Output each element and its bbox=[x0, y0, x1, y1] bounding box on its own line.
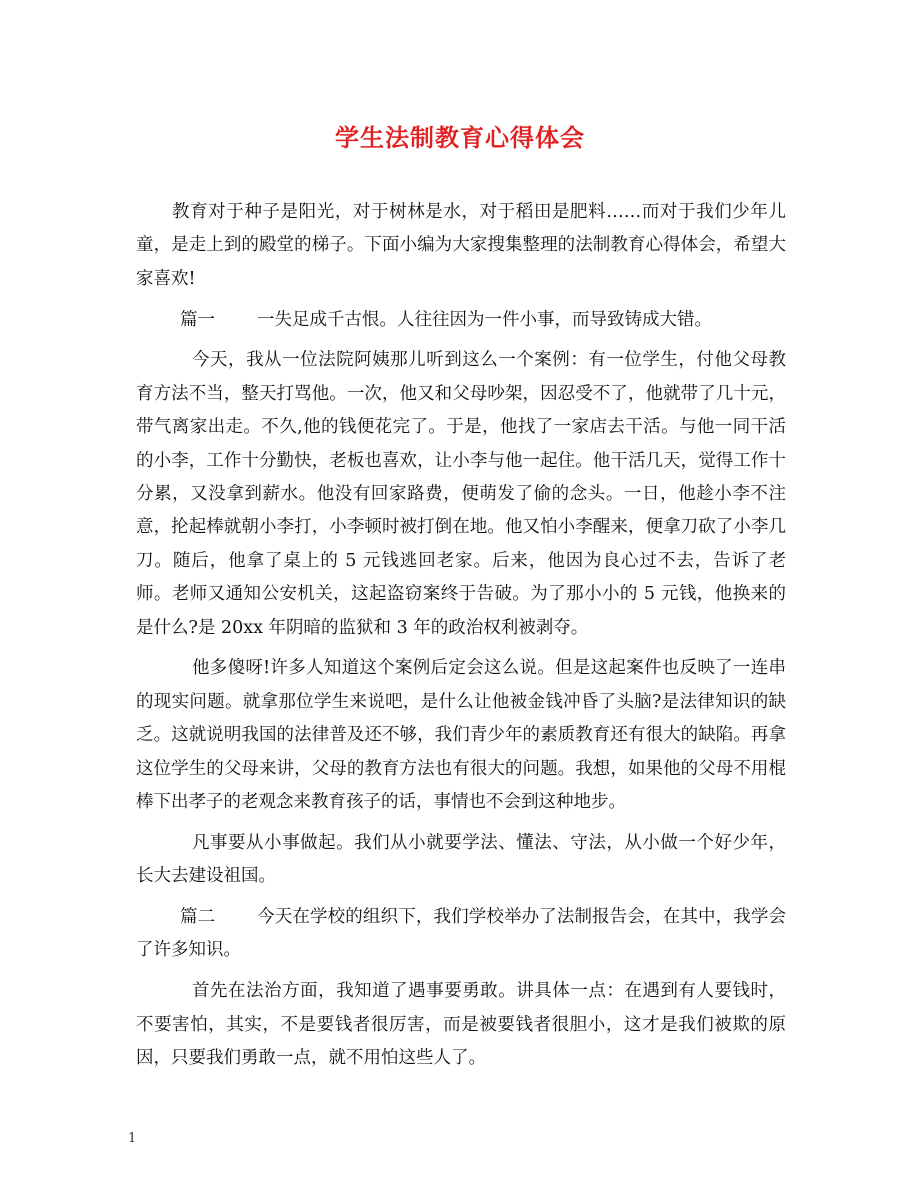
section2-heading: 今天在学校的组织下，我们学校举办了法制报告会，在其中，我学会了许多知识。 bbox=[136, 907, 786, 961]
section2-label: 篇二 bbox=[180, 907, 215, 928]
page-number: 1 bbox=[128, 1131, 137, 1146]
section1-paragraph-3: 凡事要从小事做起。我们从小就要学法、懂法、守法，从小做一个好少年，长大去建设祖国。 bbox=[136, 832, 786, 887]
section1-paragraph-2: 他多傻呀!许多人知道这个案例后定会这么说。但是这起案件也反映了一连串的现实问题。就拿那位学生来说吧，是什么让他被金钱冲昏了头脑?是法律知识的缺乏。这就说明我国的法律普及还不够，我们青少年的素质教育还有很大的缺陷。再拿这位学生的父母来讲，父母的教育方法也有很大的问题。我想，如果他的父母不用棍棒下出孝子的老观念来教育孩子的话，事情也不会到这种地步。 bbox=[136, 658, 786, 813]
document-body bbox=[136, 196, 786, 1083]
document-title: 学生法制教育心得体会 bbox=[335, 123, 585, 152]
section2-paragraph-1: 首先在法治方面，我知道了遇事要勇敢。讲具体一点：在遇到有人要钱时，不要害怕，其实，不是要钱者很厉害，而是被要钱者很胆小，这才是我们被欺的原因，只要我们勇敢一点，就不用怕这些人了。 bbox=[136, 981, 786, 1069]
section2-heading-line bbox=[136, 901, 786, 968]
intro-paragraph: 教育对于种子是阳光，对于树林是水，对于稻田是肥料……而对于我们少年儿童，是走上到的殿堂的梯子。下面小编为大家搜集整理的法制教育心得体会，希望大家喜欢! bbox=[136, 202, 786, 289]
section1-heading-line bbox=[136, 304, 786, 337]
section1-label: 篇一 bbox=[180, 309, 215, 330]
section1-heading: 一失足成千古恨。人往往因为一件小事，而导致铸成大错。 bbox=[257, 309, 712, 330]
section1-paragraph-1: 今天，我从一位法院阿姨那儿听到这么一个案例：有一位学生，付他父母教育方法不当，整天打骂他。一次，他又和父母吵架，因忍受不了，他就带了几十元，带气离家出走。不久,他的钱便花完了。于是，他找了一家店去干活。与他一同干活的小李，工作十分勤快，老板也喜欢，让小李与他一起住。他干活几天，觉得工作十分累，又没拿到薪水。他没有回家路费，便萌发了偷的念头。一日，他趁小李不注意，抡起棒就朝小李打，小李顿时被打倒在地。他又怕小李醒来，便拿刀砍了小李几刀。随后，他拿了桌上的 5 元钱逃回老家。后来，他因为良心过不去，告诉了老师。老师又通知公安机关，这起盗窃案终于告破。为了那小小的 5 元钱，他换来的是什么?是 20xx 年阴暗的监狱和 3 年的政治权利被剥夺。 bbox=[136, 350, 786, 638]
